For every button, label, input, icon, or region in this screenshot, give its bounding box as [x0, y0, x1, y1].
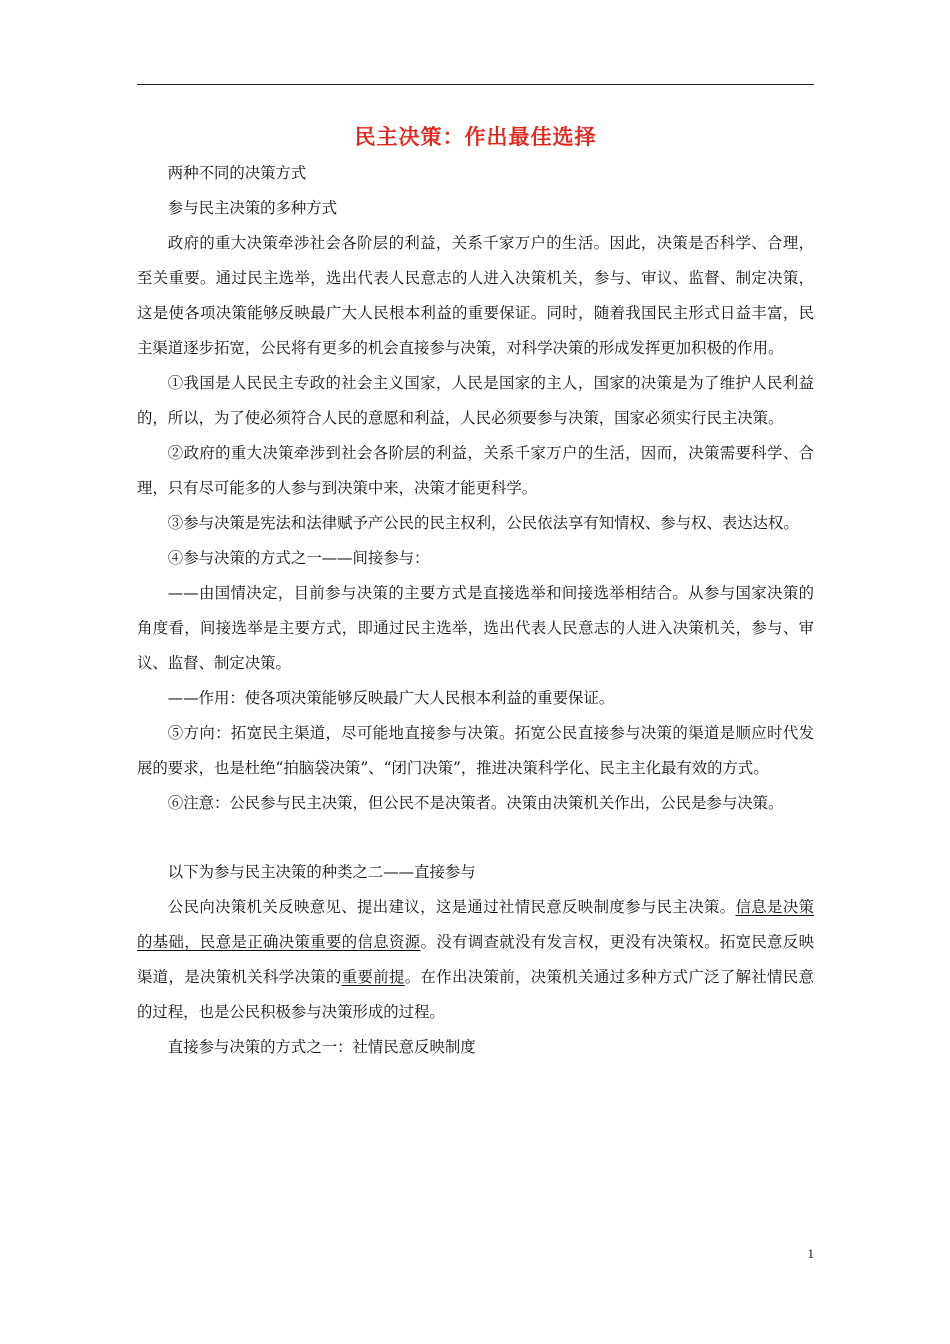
paragraph-point-3: ③参与决策是宪法和法律赋予产公民的民主权利，公民依法享有知情权、参与权、表达达权。	[167, 514, 799, 532]
heading-participation-modes: 参与民主决策的多种方式	[167, 199, 338, 217]
paragraph-intro: 政府的重大决策牵涉社会各阶层的利益，关系千家万户的生活。因此，决策是否科学、合理，至关重要。通过民主选举，选出代表人民意志的人进入决策机关，参与、审议、监督、制定决策，这是使各项决策能够反映最广大人民根本利益的重要保证。同时，随着我国民主形式日益丰富，民主渠道逐步拓宽，公民将有更多的机会直接参与决策，对科学决策的形成发挥更加积极的作用。	[137, 234, 814, 357]
paragraph-point-4-effect: ——作用：使各项决策能够反映最广大人民根本利益的重要保证。	[167, 689, 615, 707]
paragraph-point-2: ②政府的重大决策牵涉到社会各阶层的利益，关系千家万户的生活，因而，决策需要科学、合理，只有尽可能多的人参与到决策中来，决策才能更科学。	[137, 444, 814, 497]
heading-public-opinion-system: 直接参与决策的方式之一：社情民意反映制度	[167, 1038, 476, 1056]
direct-text-a: 公民向决策机关反映意见、提出建议，这是通过社情民意反映制度参与民主决策。	[167, 898, 736, 916]
document-body	[137, 156, 814, 1065]
heading-decision-modes: 两种不同的决策方式	[167, 164, 307, 182]
paragraph-point-4: ④参与决策的方式之一——间接参与：	[167, 549, 430, 567]
paragraph-point-5: ⑤方向：拓宽民主渠道，尽可能地直接参与决策。拓宽公民直接参与决策的渠道是顺应时代发展的要求，也是杜绝“拍脑袋决策”、“闭门决策”，推进决策科学化、民主主化最有效的方式。	[137, 724, 814, 777]
paragraph-point-1: ①我国是人民民主专政的社会主义国家，人民是国家的主人，国家的决策是为了维护人民利益的，所以，为了使必须符合人民的意愿和利益，人民必须要参与决策，国家必须实行民主决策。	[137, 374, 814, 427]
document-title: 民主决策：作出最佳选择	[354, 124, 597, 149]
heading-direct-participation: 以下为参与民主决策的种类之二——直接参与	[167, 863, 476, 881]
paragraph-point-4-detail: ——由国情决定，目前参与决策的主要方式是直接选举和间接选举相结合。从参与国家决策的角度看，间接选举是主要方式，即通过民主选举，选出代表人民意志的人进入决策机关，参与、审议、监督、制定决策。	[137, 584, 814, 672]
paragraph-direct-participation	[137, 890, 814, 1030]
underlined-info-basis: 信息是决策的基础	[137, 898, 814, 951]
direct-text-c: 。没有调查就没有发言权，更没有决策权。拓宽民意反映渠道，是决策机关科学决策的	[137, 933, 814, 986]
underlined-comma: ，	[184, 933, 201, 951]
header-rule	[137, 84, 814, 85]
underlined-public-opinion: 民意是正确决策重要的信息资源	[200, 933, 421, 951]
direct-text-d: 。在作出决策前，决策机关通过多种方式广泛了解社情民意的过程，也是公民积极参与决策形成的过程。	[137, 968, 814, 1021]
page-number: 1	[807, 1246, 814, 1261]
paragraph-point-6: ⑥注意：公民参与民主决策，但公民不是决策者。决策由决策机关作出，公民是参与决策。	[167, 794, 784, 812]
underlined-important-premise: 重要前提	[341, 968, 405, 986]
